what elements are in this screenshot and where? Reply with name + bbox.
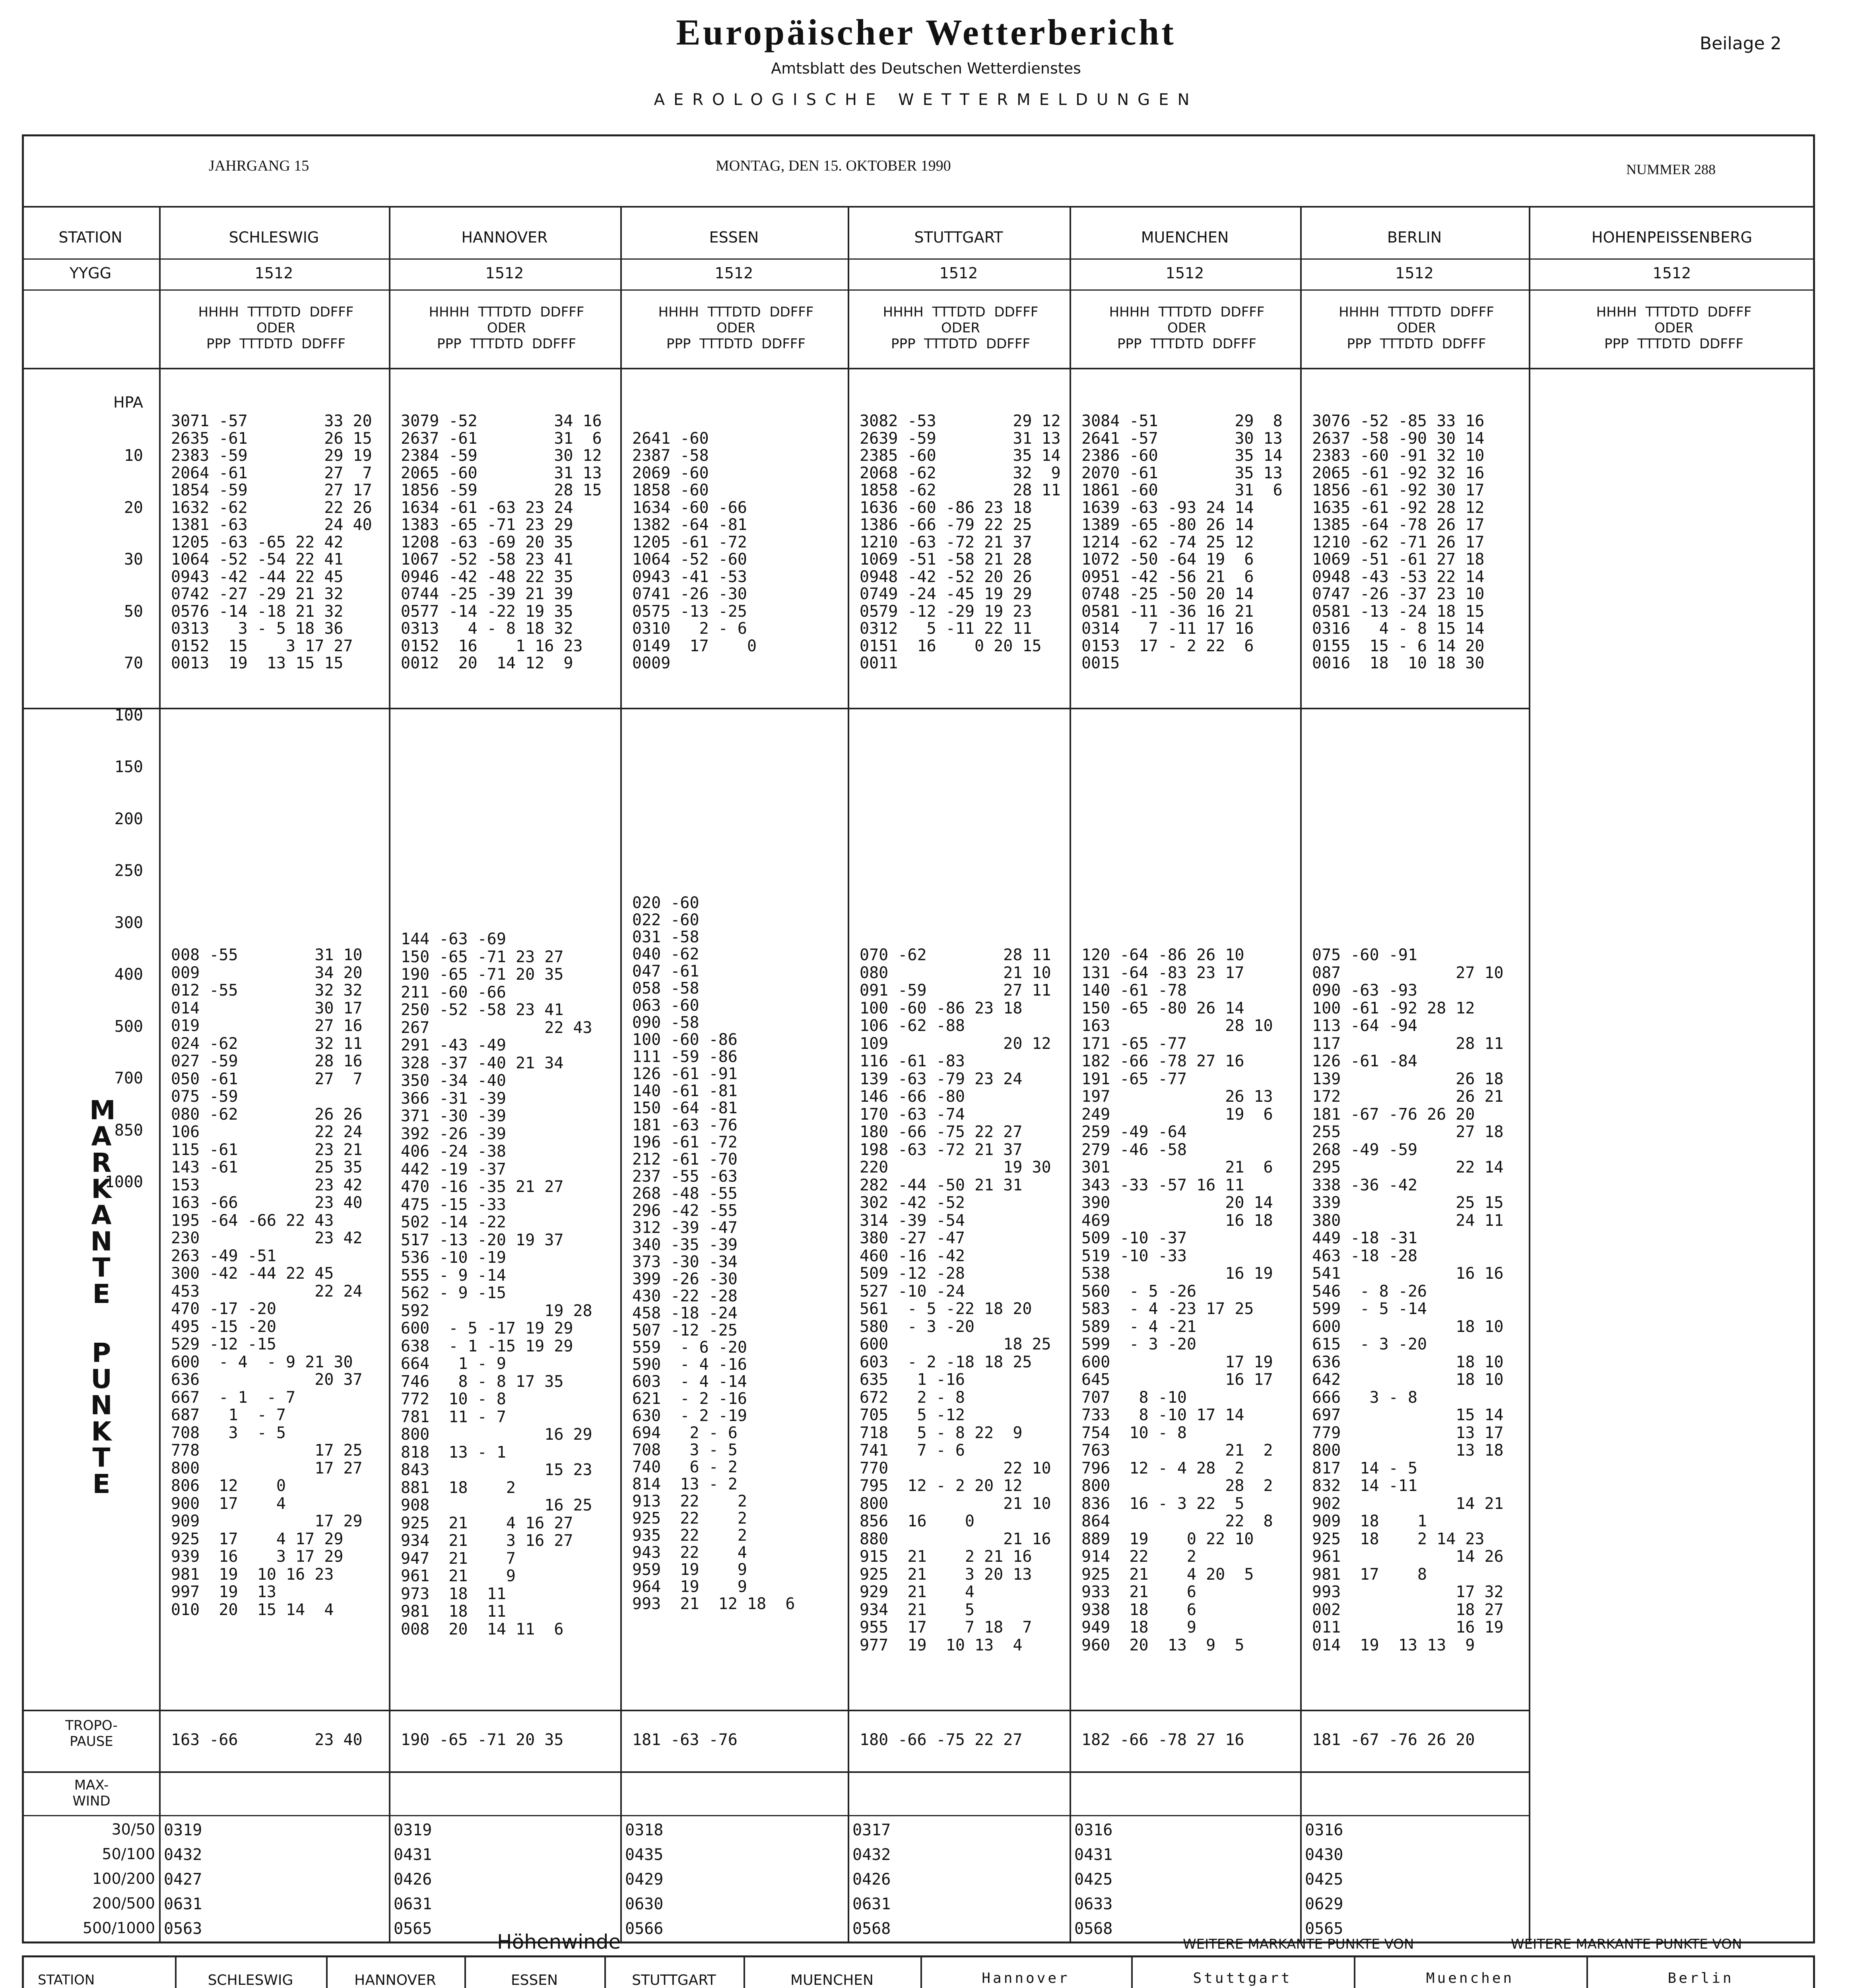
hpa-level: 50 bbox=[124, 602, 143, 621]
column-header-line: HHHH TTTDTD DDFFF bbox=[198, 304, 354, 320]
station-label-lower: STATION bbox=[38, 1972, 95, 1988]
column-header-line: PPP TTTDTD DDFFF bbox=[206, 336, 346, 352]
year-label: JAHRGANG 15 bbox=[209, 157, 309, 174]
maxwind-level: 100/200 bbox=[92, 1870, 155, 1887]
maxwind-label: MAX- WIND bbox=[72, 1777, 111, 1809]
column-header-line: HHHH TTTDTD DDFFF bbox=[883, 304, 1039, 320]
section-title: AEROLOGISCHE WETTERMELDUNGEN bbox=[654, 91, 1198, 109]
column-header bbox=[632, 304, 840, 352]
hpa-level: 10 bbox=[124, 447, 143, 465]
column-header bbox=[1312, 304, 1521, 352]
maxwind-level: 50/100 bbox=[102, 1845, 155, 1863]
hpa-data: 3071 -57 33 20 2635 -61 26 15 2383 -59 29 19 2064 -61 27 7 1854 -59 27 17 1632 -62 22 26 1381 -63 24 40 1205 -63 -65 22 42 1064 -52 -54 22 41 0943 -42 -44 22 45 0742 -27 -29 21 32 0576 -14 -18 21 32 0313 3 - 5 18 36 0152 15 3 17 27 0013 19 13 15 15 bbox=[171, 412, 372, 672]
maxwind-levels bbox=[40, 1817, 155, 1940]
column-header-line: PPP TTTDTD DDFFF bbox=[1347, 336, 1486, 352]
station-yygg: 1512 bbox=[254, 264, 293, 282]
column-header-line: HHHH TTTDTD DDFFF bbox=[429, 304, 584, 320]
divider bbox=[22, 368, 1815, 369]
maxwind-data: 0318 0435 0429 0630 0566 bbox=[625, 1821, 664, 1938]
hpa-level: 250 bbox=[114, 862, 143, 880]
station-yygg: 1512 bbox=[1165, 264, 1204, 282]
tropopause-data: 190 -65 -71 20 35 bbox=[401, 1731, 564, 1749]
col-divider bbox=[159, 206, 161, 1943]
col-divider bbox=[1529, 206, 1530, 1943]
station-name: BERLIN bbox=[1387, 229, 1442, 246]
maxwind-data: 0317 0432 0426 0631 0568 bbox=[852, 1821, 891, 1938]
hpa-levels bbox=[80, 413, 143, 1208]
significant-points: 120 -64 -86 26 10 131 -64 -83 23 17 140 -61 -78 150 -65 -80 26 14 163 28 10 171 -65 -77 182 -66 -78 27 16 191 -65 -77 197 26 13 249 19 6 259 -49 -64 279 -46 -58 301 21 6 343 -33 -57 16 11 390 20 14 469 16 18 509 -10 -37 519 -10 -33 538 16 19 560 - 5 -26 583 - 4 -23 17 25 589 - 4 -21 599 - 3 -20 600 17 19 645 16 17 707 8 -10 733 8 -10 17 14 754 10 - 8 763 21 2 796 12 - 4 28 2 800 28 2 836 16 - 3 22 5 864 22 8 889 19 0 22 10 914 22 2 925 21 4 20 5 933 21 6 938 18 6 949 18 9 960 20 13 9 5 bbox=[1081, 946, 1273, 1654]
hpa-level: 30 bbox=[124, 550, 143, 569]
hpa-level: 200 bbox=[114, 810, 143, 828]
weitere-label-2: WEITERE MARKANTE PUNKTE VON bbox=[1511, 1936, 1742, 1952]
supplement-label: Beilage 2 bbox=[1700, 33, 1782, 54]
hpa-level: 850 bbox=[114, 1121, 143, 1140]
hpa-level: 700 bbox=[114, 1069, 143, 1087]
maxwind-data: 0319 0432 0427 0631 0563 bbox=[164, 1821, 202, 1938]
hpa-data: 2641 -60 2387 -58 2069 -60 1858 -60 1634 -60 -66 1382 -64 -81 1205 -61 -72 1064 -52 -60 0943 -41 -53 0741 -26 -30 0575 -13 -25 0310 2 - 6 0149 17 0 0009 bbox=[632, 429, 757, 672]
column-header-line: PPP TTTDTD DDFFF bbox=[891, 336, 1030, 352]
column-header-line: ODER bbox=[256, 320, 296, 336]
markante-label: MARKANTE bbox=[89, 1095, 116, 1309]
maxwind-data: 0319 0431 0426 0631 0565 bbox=[394, 1821, 432, 1938]
column-header-line: HHHH TTTDTD DDFFF bbox=[1339, 304, 1494, 320]
hpa-level: 100 bbox=[114, 706, 143, 724]
tropopause-data: 181 -67 -76 26 20 bbox=[1312, 1731, 1475, 1749]
column-header-line: HHHH TTTDTD DDFFF bbox=[658, 304, 814, 320]
page-title: Europäischer Wetterbericht bbox=[676, 12, 1176, 52]
station-yygg: 1512 bbox=[1652, 264, 1691, 282]
maxwind-data: 0316 0430 0425 0629 0565 bbox=[1305, 1821, 1343, 1938]
col-divider bbox=[620, 206, 622, 1943]
column-header-line: PPP TTTDTD DDFFF bbox=[1604, 336, 1743, 352]
divider bbox=[22, 1815, 1529, 1816]
hpa-label: HPA bbox=[113, 394, 143, 411]
station-name: SCHLESWIG bbox=[229, 229, 319, 246]
station-name: HANNOVER bbox=[461, 229, 548, 246]
divider bbox=[22, 206, 1815, 208]
station-yygg: 1512 bbox=[1395, 264, 1434, 282]
station-name: HOHENPEISSENBERG bbox=[1591, 229, 1753, 246]
column-header bbox=[1541, 304, 1807, 352]
hpa-level: 1000 bbox=[105, 1173, 143, 1191]
tropopause-data: 181 -63 -76 bbox=[632, 1731, 738, 1749]
pilot-station-name: STUTTGART bbox=[632, 1972, 716, 1988]
tropopause-data: 182 -66 -78 27 16 bbox=[1081, 1731, 1244, 1749]
hpa-level: 500 bbox=[114, 1017, 143, 1036]
significant-points: 020 -60 022 -60 031 -58 040 -62 047 -61 058 -58 063 -60 090 -58 100 -60 -86 111 -59 -86 126 -61 -91 140 -61 -81 150 -64 -81 181 -63 -76 196 -61 -72 212 -61 -70 237 -55 -63 268 -48 -55 296 -42 -55 312 -39 -47 340 -35 -39 373 -30 -34 399 -26 -30 430 -22 -28 458 -18 -24 507 -12 -25 559 - 6 -20 590 - 4 -16 603 - 4 -14 621 - 2 -16 630 - 2 -19 694 2 - 6 708 3 - 5 740 6 - 2 814 13 - 2 913 22 2 925 22 2 935 22 2 943 22 4 959 19 9 964 19 9 993 21 12 18 6 bbox=[632, 894, 795, 1613]
column-header-line: HHHH TTTDTD DDFFF bbox=[1109, 304, 1265, 320]
column-header-line: ODER bbox=[941, 320, 980, 336]
station-yygg: 1512 bbox=[714, 264, 753, 282]
hpa-level: 400 bbox=[114, 965, 143, 984]
column-header-line: ODER bbox=[1397, 320, 1436, 336]
column-header bbox=[1081, 304, 1292, 352]
significant-points: 144 -63 -69 150 -65 -71 23 27 190 -65 -71 20 35 211 -60 -66 250 -52 -58 23 41 267 22 43 291 -43 -49 328 -37 -40 21 34 350 -34 -40 366 -31 -39 371 -30 -39 392 -26 -39 406 -24 -38 442 -19 -37 470 -16 -35 21 27 475 -15 -33 502 -14 -22 517 -13 -20 19 37 536 -10 -19 555 - 9 -14 562 - 9 -15 592 19 28 600 - 5 -17 19 29 638 - 1 -15 19 29 664 1 - 9 746 8 - 8 17 35 772 10 - 8 781 11 - 7 800 16 29 818 13 - 1 843 15 23 881 18 2 908 16 25 925 21 4 16 27 934 21 3 16 27 947 21 7 961 21 9 973 18 11 981 18 11 008 20 14 11 6 bbox=[401, 930, 592, 1639]
divider bbox=[22, 708, 1529, 709]
tropopause-data: 163 -66 23 40 bbox=[171, 1731, 363, 1749]
column-header-line: ODER bbox=[716, 320, 756, 336]
maxwind-level: 200/500 bbox=[92, 1895, 155, 1912]
column-header-line: ODER bbox=[487, 320, 526, 336]
pilot-station-name: HANNOVER bbox=[354, 1972, 436, 1988]
divider bbox=[22, 1771, 1529, 1773]
divider bbox=[22, 289, 1815, 291]
hpa-level: 70 bbox=[124, 654, 143, 672]
maxwind-level: 500/1000 bbox=[82, 1919, 155, 1937]
tropopause-data: 180 -66 -75 22 27 bbox=[860, 1731, 1023, 1749]
significant-points: 008 -55 31 10 009 34 20 012 -55 32 32 014 30 17 019 27 16 024 -62 32 11 027 -59 28 16 050 -61 27 7 075 -59 080 -62 26 26 106 22 24 115 -61 23 21 143 -61 25 35 153 23 42 163 -66 23 40 195 -64 -66 22 43 230 23 42 263 -49 -51 300 -42 -44 22 45 453 22 24 470 -17 -20 495 -15 -20 529 -12 -15 600 - 4 - 9 21 30 636 20 37 667 - 1 - 7 687 1 - 7 708 3 - 5 778 17 25 800 17 27 806 12 0 900 17 4 909 17 29 925 17 4 17 29 939 16 3 17 29 981 19 10 16 23 997 19 13 010 20 15 14 4 bbox=[171, 946, 363, 1619]
column-header-line: HHHH TTTDTD DDFFF bbox=[1596, 304, 1752, 320]
number-label: NUMMER 288 bbox=[1626, 161, 1716, 177]
maxwind-data: 0316 0431 0425 0633 0568 bbox=[1074, 1821, 1113, 1938]
station-name: ESSEN bbox=[709, 229, 759, 246]
significant-points: 075 -60 -91 087 27 10 090 -63 -93 100 -61 -92 28 12 113 -64 -94 117 28 11 126 -61 -84 139 26 18 172 26 21 181 -67 -76 26 20 255 27 18 268 -49 -59 295 22 14 338 -36 -42 339 25 15 380 24 11 449 -18 -31 463 -18 -28 541 16 16 546 - 8 -26 599 - 5 -14 600 18 10 615 - 3 -20 636 18 10 642 18 10 666 3 - 8 697 15 14 779 13 17 800 13 18 817 14 - 5 832 14 -11 902 14 21 909 18 1 925 18 2 14 23 961 14 26 981 17 8 993 17 32 002 18 27 011 16 19 014 19 13 13 9 bbox=[1312, 946, 1504, 1654]
column-header-line: ODER bbox=[1654, 320, 1694, 336]
col-divider bbox=[848, 206, 849, 1943]
hpa-data: 3084 -51 29 8 2641 -57 30 13 2386 -60 35 14 2070 -61 35 13 1861 -60 31 6 1639 -63 -93 24 14 1389 -65 -80 26 14 1214 -62 -74 25 12 1072 -50 -64 19 6 0951 -42 -56 21 6 0748 -25 -50 20 14 0581 -11 -36 16 21 0314 7 -11 17 16 0153 17 - 2 22 6 0015 bbox=[1081, 412, 1283, 672]
col-divider bbox=[1070, 206, 1071, 1943]
divider bbox=[22, 258, 1815, 260]
station-name: STUTTGART bbox=[914, 229, 1003, 246]
tropopause-label: TROPO- PAUSE bbox=[65, 1718, 118, 1749]
weitere-station-name: Muenchen bbox=[1426, 1970, 1514, 1986]
maxwind-level: 30/50 bbox=[111, 1821, 155, 1838]
weitere-station-name: Hannover bbox=[982, 1970, 1070, 1986]
column-header-line: PPP TTTDTD DDFFF bbox=[1117, 336, 1256, 352]
station-yygg: 1512 bbox=[939, 264, 978, 282]
pilot-station-name: MUENCHEN bbox=[790, 1972, 874, 1988]
hpa-data: 3076 -52 -85 33 16 2637 -58 -90 30 14 2383 -60 -91 32 10 2065 -61 -92 32 16 1856 -61 -92 30 17 1635 -61 -92 28 12 1385 -64 -78 26 17 1210 -62 -71 26 17 1069 -51 -61 27 18 0948 -43 -53 22 14 0747 -26 -37 23 10 0581 -13 -24 18 15 0316 4 - 8 15 14 0155 15 - 6 14 20 0016 18 10 18 30 bbox=[1312, 412, 1485, 672]
station-yygg: 1512 bbox=[485, 264, 524, 282]
column-header-line: PPP TTTDTD DDFFF bbox=[437, 336, 576, 352]
hpa-level: 150 bbox=[114, 758, 143, 776]
hpa-data: 3082 -53 29 12 2639 -59 31 13 2385 -60 35 14 2068 -62 32 9 1858 -62 28 11 1636 -60 -86 23 18 1386 -66 -79 22 25 1210 -63 -72 21 37 1069 -51 -58 21 28 0948 -42 -52 20 26 0749 -24 -45 19 29 0579 -12 -29 19 23 0312 5 -11 22 11 0151 16 0 20 15 0011 bbox=[860, 412, 1061, 672]
hpa-data: 3079 -52 34 16 2637 -61 31 6 2384 -59 30 12 2065 -60 31 13 1856 -59 28 15 1634 -61 -63 23 24 1383 -65 -71 23 29 1208 -63 -69 20 35 1067 -52 -58 23 41 0946 -42 -48 22 35 0744 -25 -39 21 39 0577 -14 -22 19 35 0313 4 - 8 18 32 0152 16 1 16 23 0012 20 14 12 9 bbox=[401, 412, 602, 672]
col-divider bbox=[389, 206, 390, 1943]
station-name: MUENCHEN bbox=[1141, 229, 1229, 246]
hpa-level: 20 bbox=[124, 498, 143, 517]
pilot-station-name: SCHLESWIG bbox=[208, 1972, 293, 1988]
weitere-station-name: Berlin bbox=[1668, 1970, 1734, 1986]
column-header bbox=[860, 304, 1062, 352]
pilot-station-name: ESSEN bbox=[511, 1972, 558, 1988]
yygg-label: YYGG bbox=[69, 264, 112, 282]
weitere-station-name: Stuttgart bbox=[1193, 1970, 1292, 1986]
date-label: MONTAG, DEN 15. OKTOBER 1990 bbox=[716, 157, 951, 174]
hpa-level: 300 bbox=[114, 913, 143, 932]
hoehenwinde-title: Höhenwinde bbox=[497, 1930, 621, 1953]
col-divider bbox=[1300, 206, 1302, 1943]
station-label: STATION bbox=[58, 229, 122, 246]
column-header-line: PPP TTTDTD DDFFF bbox=[666, 336, 806, 352]
subtitle: Amtsblatt des Deutschen Wetterdienstes bbox=[771, 60, 1081, 77]
column-header-line: ODER bbox=[1167, 320, 1207, 336]
column-header bbox=[401, 304, 612, 352]
column-header bbox=[171, 304, 381, 352]
divider bbox=[22, 1710, 1529, 1711]
punkte-label: PUNKTE bbox=[90, 1338, 113, 1499]
significant-points: 070 -62 28 11 080 21 10 091 -59 27 11 100 -60 -86 23 18 106 -62 -88 109 20 12 116 -61 -83 139 -63 -79 23 24 146 -66 -80 170 -63 -74 180 -66 -75 22 27 198 -63 -72 21 37 220 19 30 282 -44 -50 21 31 302 -42 -52 314 -39 -54 380 -27 -47 460 -16 -42 509 -12 -28 527 -10 -24 561 - 5 -22 18 20 580 - 3 -20 600 18 25 603 - 2 -18 18 25 635 1 -16 672 2 - 8 705 5 -12 718 5 - 8 22 9 741 7 - 6 770 22 10 795 12 - 2 20 12 800 21 10 856 16 0 880 21 16 915 21 2 21 16 925 21 3 20 13 929 21 4 934 21 5 955 17 7 18 7 977 19 10 13 4 bbox=[860, 946, 1051, 1654]
weitere-label-1: WEITERE MARKANTE PUNKTE VON bbox=[1183, 1936, 1414, 1952]
